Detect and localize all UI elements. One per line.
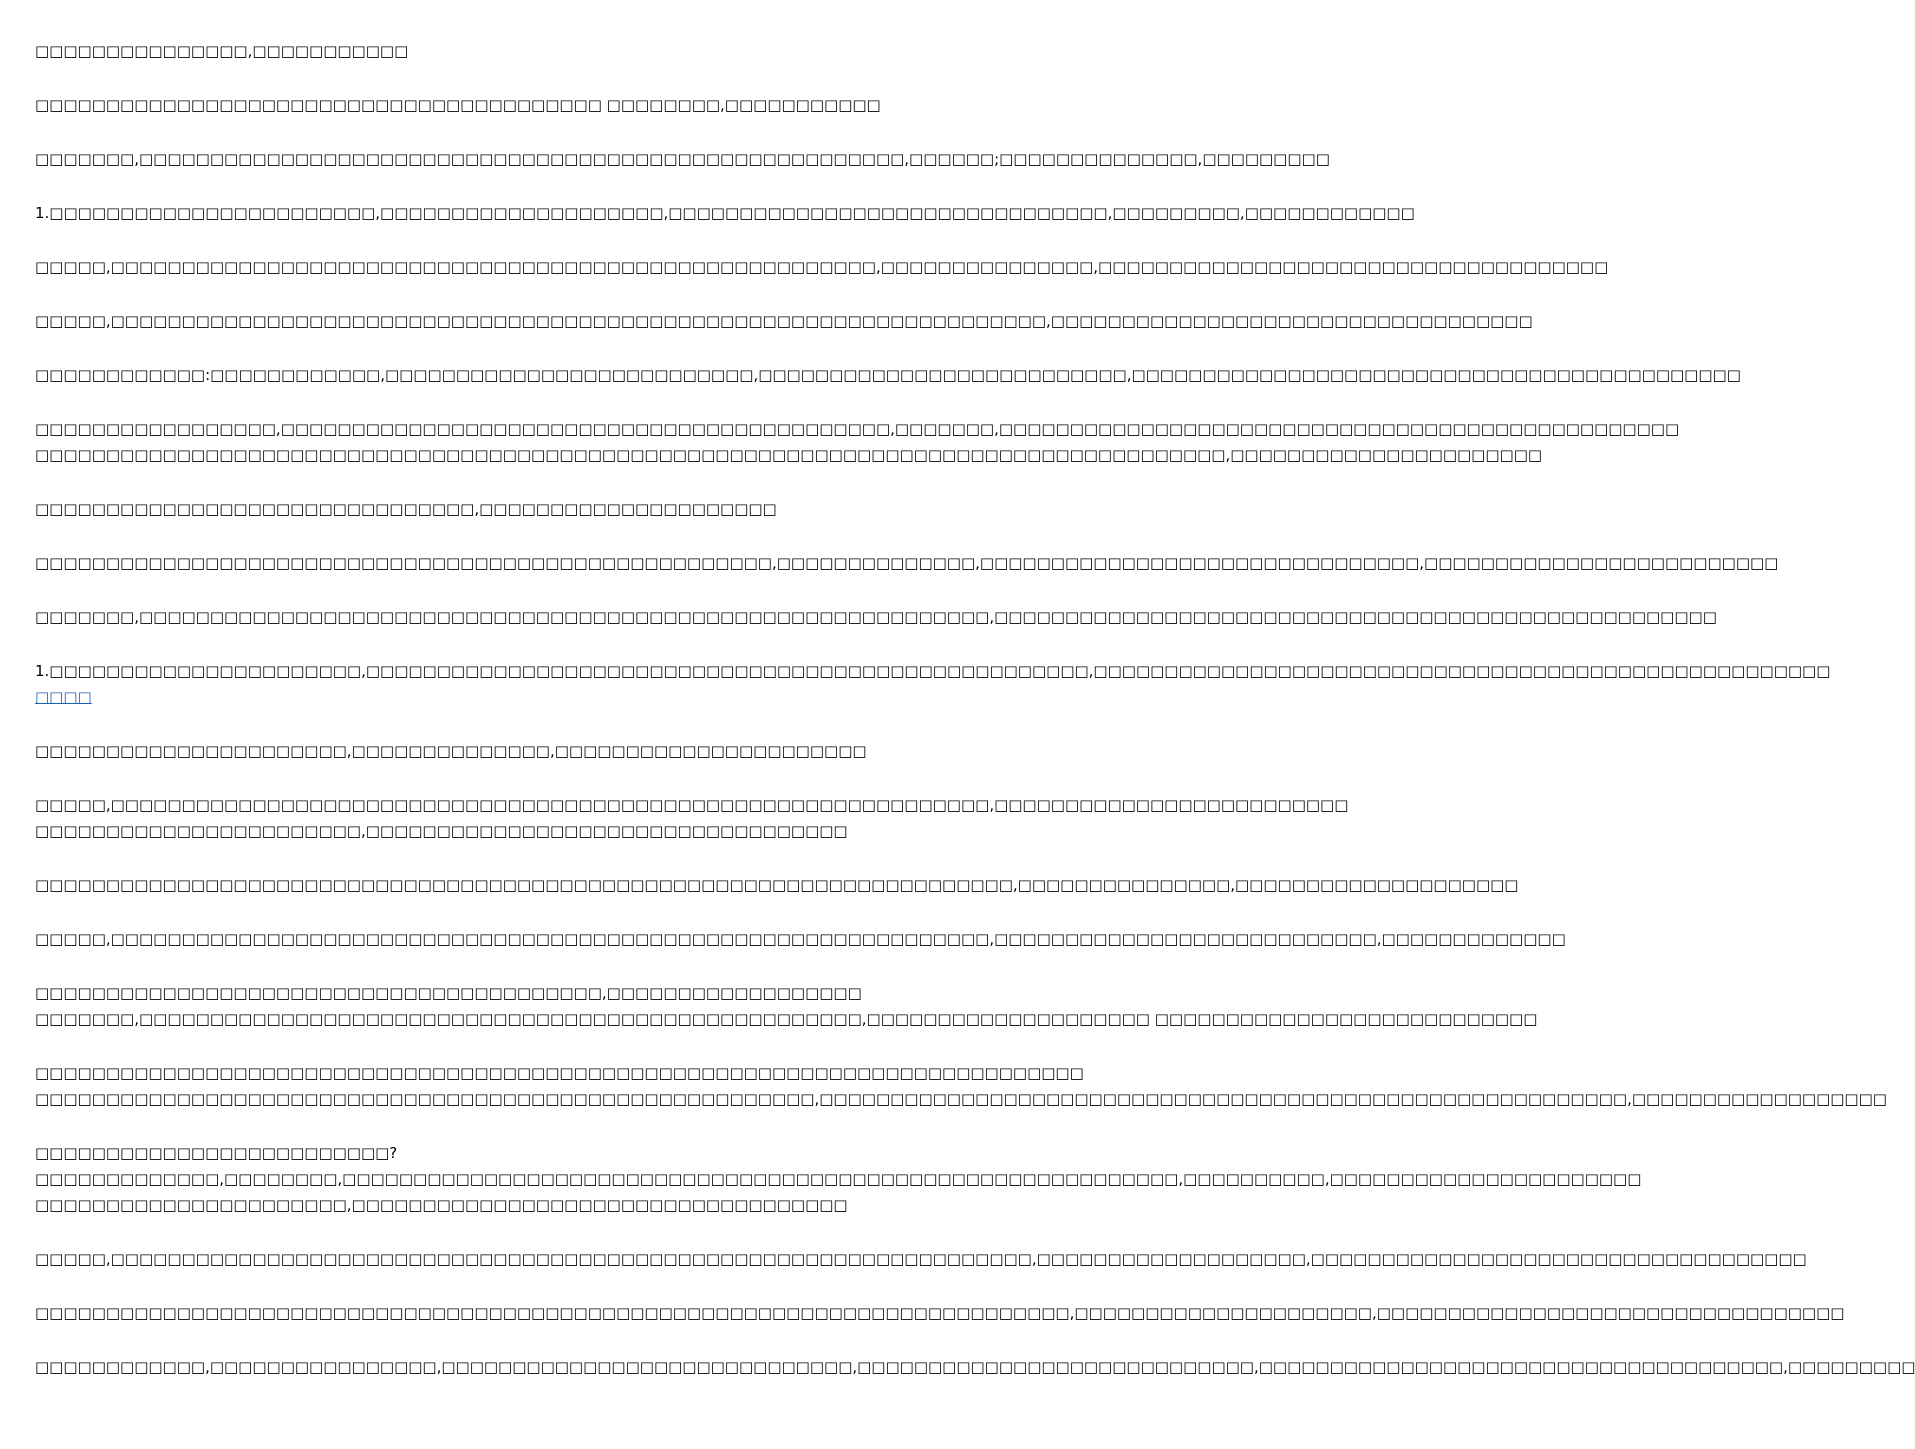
paragraph-line: □□□□□□□□□□□□□□□□□□□□□□□□□□□□□□□□□□□□□□□□□□□□□□□□□□□□□□□□□□□□□□□□□□□□□□□□□□□□□□□□□□□□,□□□□□□□□□□□□□□□□□□□□□□ xyxy=(35,446,1543,464)
paragraph xyxy=(35,1300,1845,1326)
paragraph-line: □□□□□□□□□□□□□,□□□□□□□□,□□□□□□□□□□□□□□□□□□□□□□□□□□□□□□□□□□□□□□□□□□□□□□□□□□□□□□□□□□□,□□□□□□□□□□,□□□□□□□□□□□□□□□□□□□□□□ xyxy=(35,1170,1642,1188)
paragraph-line: □□□□□□□□□□□□□□□□□□□□□□,□□□□□□□□□□□□□□,□□□□□□□□□□□□□□□□□□□□□□ xyxy=(35,742,867,760)
paragraph-line: □□□□□□□,□□□□□□□□□□□□□□□□□□□□□□□□□□□□□□□□□□□□□□□□□□□□□□□□□□□□□□□□□□□□,□□□□□□□□□□□□□□□□□□□□□□□□□□□□□□□□□□□□□□□□□□□□□□□□□□□ xyxy=(35,608,1717,626)
paragraph-line: □□□□□□□□□□□□□□□,□□□□□□□□□□□ xyxy=(35,42,409,60)
paragraph-line: □□□□□,□□□□□□□□□□□□□□□□□□□□□□□□□□□□□□□□□□□□□□□□□□□□□□□□□□□□□□□□□□□□□□□□□,□□□□□□□□□□□□□□□□□□□,□□□□□□□□□□□□□□□□□□□□□□□□□□□□□□□□□□□ xyxy=(35,1250,1807,1268)
paragraph-line: □□□□□□□□□□□□:□□□□□□□□□□□□,□□□□□□□□□□□□□□□□□□□□□□□□□□,□□□□□□□□□□□□□□□□□□□□□□□□□□,□□□□□□□□□□□□□□□□□□□□□□□□□□□□□□□□□□□□□□□□□□□ xyxy=(35,366,1741,384)
paragraph xyxy=(35,496,990,522)
paragraph-line: □□□□□□□,□□□□□□□□□□□□□□□□□□□□□□□□□□□□□□□□□□□□□□□□□□□□□□□□□□□□□□,□□□□□□;□□□□□□□□□□□□□□,□□□□□□□□□ xyxy=(35,150,1330,168)
paragraph xyxy=(35,92,990,118)
paragraph xyxy=(35,604,1717,630)
paragraph xyxy=(35,1354,1915,1380)
paragraph xyxy=(35,1140,1642,1218)
paragraph xyxy=(35,362,1741,388)
paragraph-line: 1.□□□□□□□□□□□□□□□□□□□□□□□,□□□□□□□□□□□□□□□□□□□□,□□□□□□□□□□□□□□□□□□□□□□□□□□□□□□□,□□□□□□□□□,□□□□□□□□□□□□ xyxy=(35,204,1415,222)
paragraph xyxy=(35,980,1538,1032)
paragraph xyxy=(35,416,1680,468)
paragraph-line: □□□□□□□□□□□□□□□□□,□□□□□□□□□□□□□□□□□□□□□□□□□□□□□□□□□□□□□□□□□□□,□□□□□□□,□□□□□□□□□□□□□□□□□□□□□□□□□□□□□□□□□□□□□□□□□□□□□□□□ xyxy=(35,420,1680,438)
paragraph xyxy=(35,550,1779,576)
paragraph xyxy=(35,658,1831,710)
paragraph-line: □□□□□□□,□□□□□□□□□□□□□□□□□□□□□□□□□□□□□□□□□□□□□□□□□□□□□□□□□□□,□□□□□□□□□□□□□□□□□□□□ □□□□□□□□□□□□□□□□□□□□□□□□□□□ xyxy=(35,1010,1538,1028)
paragraph-line: □□□□□□□□□□□□□□□□□□□□□□□□□□□□□□□□□□□□□□□□□□□□□□□□□□□□,□□□□□□□□□□□□□□,□□□□□□□□□□□□□□□□□□□□□□□□□□□□□□□,□□□□□□□□□□□□□□□□□□□□□□□□□ xyxy=(35,554,1779,572)
paragraph-line: □□□□□□□□□□□□□□□□□□□□□□□□□□□□□□□□□□□□□□□□□□□□□□□□□□□□□□□□□□□□□□□□□□□□□□□□□□ xyxy=(35,1064,1084,1082)
paragraph xyxy=(35,254,1609,280)
paragraph-line: 1.□□□□□□□□□□□□□□□□□□□□□□,□□□□□□□□□□□□□□□□□□□□□□□□□□□□□□□□□□□□□□□□□□□□□□□□□□□,□□□□□□□□□□□□□□□□□□□□□□□□□□□□□□□□□□□□□□□□□□□□□□□□□□□□ xyxy=(35,662,1831,680)
document-body xyxy=(35,38,1915,1408)
paragraph xyxy=(35,738,990,764)
paragraph-line: □□□□□□□□□□□□,□□□□□□□□□□□□□□□□,□□□□□□□□□□□□□□□□□□□□□□□□□□□□□,□□□□□□□□□□□□□□□□□□□□□□□□□□□□,□□□□□□□□□□□□□□□□□□□□□□□□□□□□□□□□□□□□□,□□□□□□□□□ xyxy=(35,1358,1915,1376)
paragraph xyxy=(35,872,1519,898)
paragraph-line: □□□□□□□□□□□□□□□□□□□□□□□□□□□□□□□□□□□□□□□□□□□□□□□□□□□□□□□□□□□□□□□□□□□□□,□□□□□□□□□□□□□□□,□□□□□□□□□□□□□□□□□□□□ xyxy=(35,876,1519,894)
paragraph xyxy=(35,1060,1887,1112)
paragraph-line: □□□□□□□□□□□□□□□□□□□□□□□□□□□□□□□□□□□□□□□□□□□□□□□□□□□□□□□,□□□□□□□□□□□□□□□□□□□□□□□□□□□□□□□□□□□□□□□□□□□□□□□□□□□□□□□□□,□□□□□□□□□□□□□□□□□□ xyxy=(35,1090,1887,1108)
read-more-link[interactable]: □□□□ xyxy=(35,688,92,706)
paragraph xyxy=(35,308,1533,334)
paragraph xyxy=(35,926,1566,952)
paragraph xyxy=(35,200,1415,226)
paragraph-line: □□□□□□□□□□□□□□□□□□□□□□□□□□□□□□□□□□□□□□□□ □□□□□□□□,□□□□□□□□□□□ xyxy=(35,96,881,114)
paragraph-line: □□□□□□□□□□□□□□□□□□□□□□,□□□□□□□□□□□□□□□□□□□□□□□□□□□□□□□□□□□ xyxy=(35,1196,848,1214)
paragraph-line: □□□□□,□□□□□□□□□□□□□□□□□□□□□□□□□□□□□□□□□□□□□□□□□□□□□□□□□□□□□□□□□□□□□□,□□□□□□□□□□□□□□□□□□□□□□□□□ xyxy=(35,796,1349,814)
paragraph-line: □□□□□□□□□□□□□□□□□□□□□□□□□□□□□□□□□□□□□□□□,□□□□□□□□□□□□□□□□□□ xyxy=(35,984,862,1002)
paragraph-line: □□□□□,□□□□□□□□□□□□□□□□□□□□□□□□□□□□□□□□□□□□□□□□□□□□□□□□□□□□□□□□□□□□□□,□□□□□□□□□□□□□□□□□□□□□□□□□□□,□□□□□□□□□□□□□ xyxy=(35,930,1566,948)
paragraph-line: □□□□□□□□□□□□□□□□□□□□□□□□□□□□□□□,□□□□□□□□□□□□□□□□□□□□□ xyxy=(35,500,777,518)
paragraph xyxy=(35,146,1330,172)
paragraph-line: □□□□□,□□□□□□□□□□□□□□□□□□□□□□□□□□□□□□□□□□□□□□□□□□□□□□□□□□□□□□,□□□□□□□□□□□□□□□,□□□□□□□□□□□□□□□□□□□□□□□□□□□□□□□□□□□□ xyxy=(35,258,1609,276)
paragraph-line: □□□□□□□□□□□□□□□□□□□□□□□□□□□□□□□□□□□□□□□□□□□□□□□□□□□□□□□□□□□□□□□□□□□□□□□□□,□□□□□□□□□□□□□□□□□□□□□,□□□□□□□□□□□□□□□□□□□□□□□□□□□□□□□□□ xyxy=(35,1304,1845,1322)
paragraph xyxy=(35,38,990,64)
paragraph xyxy=(35,792,1349,844)
link-line xyxy=(35,684,990,710)
paragraph xyxy=(35,1246,1807,1272)
paragraph-line: □□□□□□□□□□□□□□□□□□□□□□□□□? xyxy=(35,1144,398,1162)
paragraph-line: □□□□□□□□□□□□□□□□□□□□□□□,□□□□□□□□□□□□□□□□□□□□□□□□□□□□□□□□□□ xyxy=(35,822,848,840)
paragraph-line: □□□□□,□□□□□□□□□□□□□□□□□□□□□□□□□□□□□□□□□□□□□□□□□□□□□□□□□□□□□□□□□□□□□□□□□□,□□□□□□□□□□□□□□□□□□□□□□□□□□□□□□□□□□ xyxy=(35,312,1533,330)
